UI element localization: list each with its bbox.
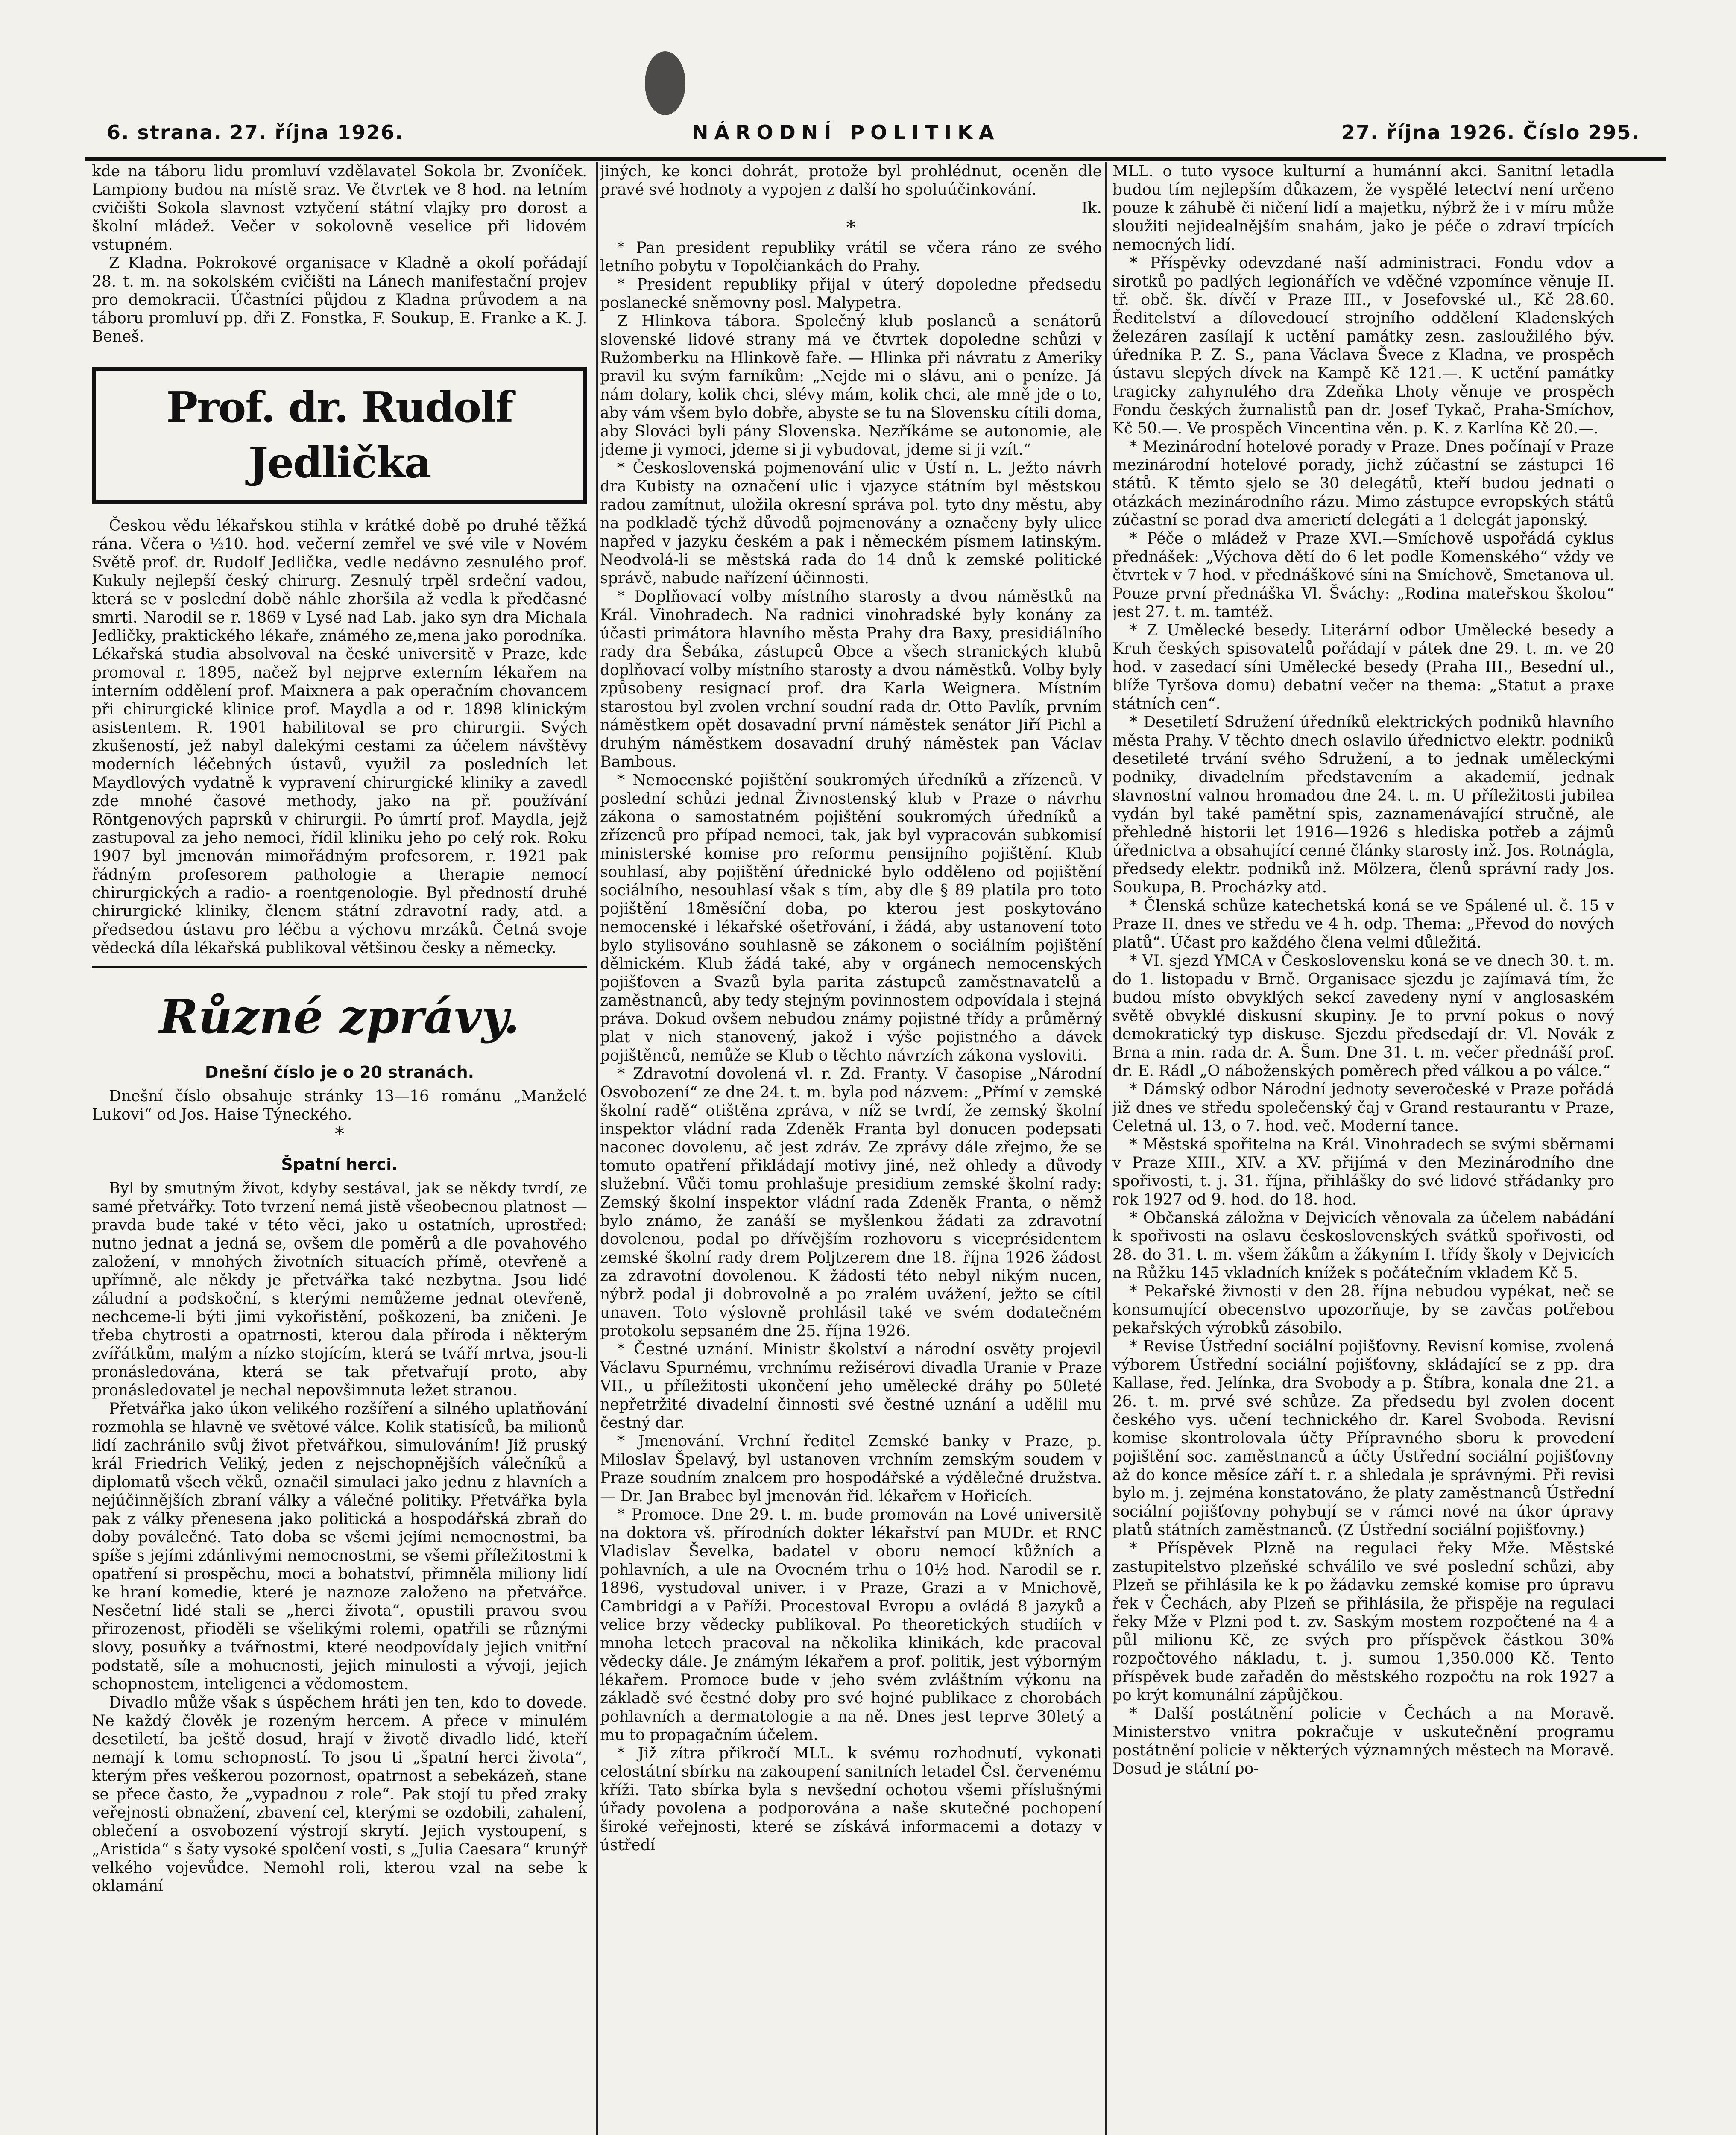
header-right: 27. října 1926. Číslo 295.	[1341, 121, 1640, 144]
news-item: * Pan president republiky vrátil se včera ráno ze svého letního pobytu v Topolčiankách do Prahy.	[600, 239, 1102, 275]
news-item: * Pekařské živnosti v den 28. října nebudou vypékat, neč se konsumující obecenstvo upozorňuje, by se zavčas potřebou pekařských výrobků zásobilo.	[1112, 1283, 1614, 1337]
subheading: Dnešní číslo je o 20 stranách.	[205, 1063, 474, 1082]
news-item: * Členská schůze katechetská koná se ve Spálené ul. č. 15 v Praze II. dnes ve středu ve 4 h. odp. Thema: „Převod do nových platů“. Účast pro každého člena velmi důležitá.	[1112, 897, 1614, 951]
obituary-title: Prof. dr. Rudolf Jedlička	[166, 383, 513, 488]
header-left: 6. strana. 27. října 1926.	[107, 121, 404, 144]
news-item: * Čestné uznání. Ministr školství a národní osvěty projevil Václavu Spurnému, vrchnímu režisérovi divadla Uranie v Praze VII., u příležitosti ukončení jeho umělecké dráhy po 50leté nepřetržité divadelní činnosti své čestné uznání a udělil mu čestný dar.	[600, 1341, 1102, 1432]
news-item: * Občanská záložna v Dejvicích věnovala za účelem nabádání k spořivosti na oslavu československých svátků spořivosti, od 28. do 31. t. m. všem žákům a žákyním I. třídy školy v Dejvicích na Růžku 145 vkladních knížek s počátečním vkladem Kč 5.	[1112, 1209, 1614, 1282]
ink-blot	[645, 51, 685, 115]
news-item: * Městská spořitelna na Král. Vinohradech se svými sběrnami v Praze XIII., XIV. a XV. přijímá v den Mezinárodního dne spořivosti, t. j. 31. října, přihlášky do své lidové střádanky pro rok 1927 od 9. hod. do 18. hod.	[1112, 1136, 1614, 1208]
news-item: * Dámský odbor Národní jednoty severočeské v Praze pořádá již dnes ve středu společenský čaj v Grand restaurantu v Praze, Celetná ul. 13, o 7. hod. več. Moderní tance.	[1112, 1081, 1614, 1135]
column-1	[92, 162, 587, 2135]
column-rule	[1105, 162, 1107, 2135]
news-item: * Promoce. Dne 29. t. m. bude promován na Lové universitě na doktora vš. přírodních dokter lékařství pan MUDr. et RNC Vladislav Ševelka, badatel v oboru nemocí kůžních a pohlavních, a ule na Ovocném trhu o 10½ hod. Narodil se r. 1896, vystudoval univer. i v Praze, Grazi a v Mnichově, Cambridgi a v Paříži. Procestoval Evropu a ovládá 8 jazyků a velice brzy vědecky publikoval. Po theoretických studiích v mnoha letech pracoval na několika klinikách, kde pracoval vědecky dále. Je známým lékařem a prof. politik, jest výborným lékařem. Promoce bude v jeho svém zvláštním výkonu na základě své čestné doby pro své hojné publikace z chorobách pohlavních a dermatologie a na ně. Dnes jest teprve 30letý a mu to propagačním účelem.	[600, 1506, 1102, 1744]
article-text: Přetvářka jako úkon velikého rozšíření a silného uplatňování rozmohla se hlavně ve světové válce. Kolik statisíců, ba milionů lidí zachránilo svůj život přetvářkou, simulováním! Již pruský král Friedrich Veliký, jeden z nejschopnějších válečníků a diplomatů všech věků, označil simulaci jako jednu z hlavních a nejúčinnějších zbraní války a válečné politiky. Přetvářka byla pak z války přenesena jako politická a hospodářská zbraň do doby poválečné. Tato doba se všemi jejími nemocnostmi, ba spíše s jejími zdánlivými nemocnostmi, se všemi příležitostmi k opatření si prospěchu, moci a bohatství, přimněla miliony lidí ke hraní komedie, které je naznoze založeno na přetvářce. Nesčetní lidé stali se „herci života“, opustili pravou svou přirozenost, přioděli se všelikými rolemi, opatřili se různými slovy, posuňky a tvářnostmi, které neodpovídaly jejich vnitřní podstatě, síle a mohucnosti, jejich minulosti a vývoji, jejich schopnostem, inteligenci a vědomostem.	[92, 1400, 587, 1693]
column-3	[1112, 162, 1614, 2135]
news-item: * Zdravotní dovolená vl. r. Zd. Franty. V časopise „Národní Osvobození“ ze dne 24. t. m. byla pod názvem: „Přímí v zemské školní radě“ otištěna zpráva, v níž se tvrdí, že zemský školní inspektor vládní rada Zdeněk Franta byl donucen podepsati naconec dovolenu, ač jest zdráv. Ze zprávy dále zřejmo, že se tomuto opatření přikládají motivy jiné, než ohledy a důvody služební. Vůči tomu prohlašuje presidium zemské školní rady: Zemský školní inspektor vládní rada Zdeněk Franta, o němž bylo známo, že zanáší se myšlenkou žádati za zdravotní dovolenou, podal po dřívějším rozhovoru s viceprésidentem zemské školní rady drem Poljtzerem dne 18. října 1926 žádost za zdravotní dovolenou. K žádosti této nebyl nikým nucen, nýbrž podal ji dobrovolně a po zralém uvážení, ježto se cítil unaven. Toto výslovně prohlásil také ve svém dodatečném protokolu sepsaném dne 25. října 1926.	[600, 1065, 1102, 1340]
news-item: * Další postátnění policie v Čechách a na Moravě. Ministerstvo vnitra pokračuje v uskutečnění programu postátnění policie v některých významných městech na Moravě. Dosud je státní po-	[1112, 1705, 1614, 1778]
news-item: * Příspěvek Plzně na regulaci řeky Mže. Městské zastupitelstvo plzeňské schválilo ve své poslední schůzi, aby Plzeň se přihlásila ke k po žádavku zemské komise pro úpravu řek v Čechách, aby Plzeň se přihlásila, že přispěje na regulaci řeky Mže v Plzni pod t. zv. Saským mostem rozpočtené na 4 a půl milionu Kč, ze svých pro příspěvek částkou 30% rozpočtového nákladu, t. j. sumou 1,350.000 Kč. Tento příspěvek bude zařaděn do městského rozpočtu na rok 1927 a po krýt komunální zápůjčkou.	[1112, 1540, 1614, 1704]
column-2	[600, 162, 1102, 2135]
news-item: * Z Umělecké besedy. Literární odbor Umělecké besedy a Kruh českých spisovatelů pořádají v pátek dne 29. t. m. ve 20 hod. v zasedací síni Umělecké besedy (Praha III., Besední ul., blíže Tyršova domu) debatní večer na thema: „Statut a praxe státních cen“.	[1112, 622, 1614, 713]
news-item: * Nemocenské pojištění soukromých úředníků a zřízenců. V poslední schůzi jednal Živnostenský klub v Praze o návrhu zákona o samostatném pojištění soukromých úředníků a zřízenců pro případ nemoci, tak, jak byl vypracován subkomisí ministerské komise pro reformu pensijního pojištění. Klub souhlasí, aby pojištění úřednické bylo odděleno od pojištění sociálního, nesouhlasí však s tím, aby dle § 89 platila pro toto pojištění 18měsíční doba, po kterou jest poskytováno nemocenské i lékařské ošetřování, i žádá, aby ustanovení toto bylo stylisováno souhlasně se zákonem o sociálním pojištění dělnickém. Klub žádá také, aby v orgánech nemocenských pojišťoven a Svazů byla parita zástupců zaměstnavatelů a zaměstnanců, aby tedy stejným povinnostem odpovídala i stejná práva. Dokud ovšem nebudou známy pojistné třídy a průměrný plat v nich stanovený, jakož i výše pojistného a dávek pojištěnců, nemůže se Klub o těchto návrzích zákona vysloviti.	[600, 772, 1102, 1065]
news-item: * Revise Ústřední sociální pojišťovny. Revisní komise, zvolená výborem Ústřední sociální pojišťovny, skládající se z pp. dra Kallase, řed. Jelínka, dra Svobody a p. Štíbra, konala dne 21. a 26. t. m. prvé své schůze. Za předsedu byl zvolen docent českého vys. učení technického dr. Karel Svoboda. Revisní komise skontrolovala účty Přípravného sboru k provedení pojištění soc. zaměstnanců a účty Ústřední sociální pojišťovny až do konce měsíce září t. r. a shledala je správnými. Při revisi bylo m. j. zejména konstatováno, že platy zaměstnanců Ústřední sociální pojišťovny pohybují se v rámci nové na úkor úpravy platů státních zaměstnanců. (Z Ústřední sociální pojišťovny.)	[1112, 1338, 1614, 1539]
header-rule	[85, 157, 1666, 161]
section-title: Různé zprávy.	[159, 989, 520, 1044]
news-item: Z Hlinkova tábora. Společný klub poslanců a senátorů slovenské lidové strany má ve čtvrtek dopoledne schůzi v Ružomberku na Hlinkově faře. — Hlinka při návratu z Ameriky pravil ku svým farníkům: „Nejde mi o slávu, ani o peníze. Já nám dolary, kolik chci, slévy mám, kolik chci, ale mně jde o to, aby vám všem bylo dobře, abyste se tu na Slovensku cítili doma, aby Slováci byli pány Slovenska. Nezříkáme se autonomie, ale jdeme ji vymoci, jdeme si ji vybudovat, jdeme si ji vzít.“	[600, 313, 1102, 459]
column-rule	[596, 162, 598, 2135]
masthead: NÁRODNÍ POLITIKA	[692, 121, 1000, 144]
news-item: * Příspěvky odevzdané naší administraci. Fondu vdov a sirotků po padlých legionářích ve vděčné vzpomínce věnuje II. tř. obč. šk. dívčí v Praze III., v Josefovské ul., Kč 28.60. Ředitelství a dílovedoucí strojního oddělení Kladenských železáren zasílají k uctění památky zesn. zasloužilého býv. úředníka P. Z. S., pana Václava Švece z Kladna, ve prospěch ústavu slepých dívek na Kampě Kč 121.—. K uctění památky tragicky zahynulého dra Zdeňka Lhoty věnuje ve prospěch Fondu českých žurnalistů pan dr. Josef Tykač, Praha-Smíchov, Kč 50.—. Ve prospěch Vincentina věn. p. K. z Karlína Kč 20.—.	[1112, 254, 1614, 437]
news-item: * VI. sjezd YMCA v Československu koná se ve dnech 30. t. m. do 1. listopadu v Brně. Organisace sjezdu je zajímavá tím, že budou místo obvyklých sekcí zavedeny nyní v anglosaském světě obvyklé diskusní skupiny. Je to první pokus o nový demokratický typ diskuse. Sjezdu předsedají dr. Vl. Novák z Brna a min. rada dr. A. Šum. Dne 31. t. m. večer přednáší prof. dr. E. Rádl „O náboženských poměrech před válkou a po válce.“	[1112, 952, 1614, 1080]
news-item: * Československá pojmenování ulic v Ústí n. L. Ježto návrh dra Kubisty na označení ulic i vjazyce státním byl městskou radou zamítnut, uložila okresní správa pol. tyto dny městu, aby na podkladě týchž důvodů pojmenovány a označeny byly ulice napřed v jazyku českém a pak i německém písmem latinským. Neodvolá-li se městská rada do 14 dnů k zemské politické správě, nabude nařízení účinnosti.	[600, 459, 1102, 587]
news-item: * Mezinárodní hotelové porady v Praze. Dnes počínají v Praze mezinárodní hotelové porady, jichž zúčastní se zástupci 16 států. K těmto sjelo se 30 delegátů, kteří budou jednati o otázkách mezinárodního rázu. Mimo zástupce evropských států zúčastní se porad dva americtí delegáti a 1 delegát japonský.	[1112, 438, 1614, 529]
news-item: * Desetiletí Sdružení úředníků elektrických podniků hlavního města Prahy. V těchto dnech oslavilo úřednictvo elektr. podniků desetileté trvání svého Sdružení, a to jednak uměleckými podniky, divadelním představením a akademií, jednak slavnostní valnou hromadou dne 24. t. m. U příležitosti jubilea vydán byl také pamětní spis, zaznamenávající stručně, ale přehledně historii let 1916—1926 s hlediska potřeb a zájmů úřednictva a obsahující cenné články starosty inž. Jos. Rotnágla, předsedy elektr. podniků inž. Mölzera, členů správní rady Jos. Soukupa, B. Procházky atd.	[1112, 714, 1614, 896]
obituary-box	[92, 367, 587, 504]
news-item: * Doplňovací volby místního starosty a dvou náměstků na Král. Vinohradech. Na radnici vinohradské byly konány za účasti primátora hlavního města Prahy dra Baxy, presidiálního rady dra Šebáka, zástupců Obce a všech stranických klubů doplňovací volby místního starosty a dvou náměstků. Volby byly způsobeny resignací prof. dra Karla Weignera. Místním starostou byl zvolen vrchní soudní rada dr. Otto Pavlík, prvním náměstkem opět dosavadní první náměstek senátor Jiří Pichl a druhým náměstkem dosavadní druhý náměstek pan Václav Bambous.	[600, 588, 1102, 771]
article-text: Z Kladna. Pokrokové organisace v Kladně a okolí pořádají 28. t. m. na sokolském cvičišti na Lánech manifestační projev pro demokracii. Účastníci půjdou z Kladna průvodem a na táboru promluví pp. dři Z. Fonstka, F. Soukup, E. Franke a K. J. Beneš.	[92, 254, 587, 345]
section-divider	[92, 966, 587, 968]
article-text: kde na táboru lidu promluví vzdělavatel Sokola br. Zvoníček. Lampiony budou na místě sraz. Ve čtvrtek ve 8 hod. na letním cvičišti Sokola slavnost vztyčení státní vlajky pro dorost a školní mládež. Večer v sokolovně veselice při lidovém vstupném.	[92, 163, 587, 254]
article-text: Byl by smutným život, kdyby sestával, jak se někdy tvrdí, ze samé přetvářky. Toto tvrzení nemá jistě všeobecnou platnost — pravda bude také v této věci, jako u ostatních, uprostřed: nutno jednat a jedná se, ovšem dle poměrů a dle povahového založení, v mnohých životních situacích přímě, otevřeně a upřímně, ale někdy je přetvářka také nezbytna. Jsou lidé záludní a podskoční, s kterými nemůžeme jednat otevřeně, nechceme-li býti jimi vykořistění, poškozeni, ba zničeni. Je třeba chytrosti a opatrnosti, kterou dala příroda i některým zvířátkům, malým a nízko stojícím, která se tváří mrtva, jsou-li pronásledována, která se tak přetvařují proto, aby pronásledovatel je nechal nepovšimnuta ležet stranou.	[92, 1180, 587, 1399]
separator-star: *	[335, 1123, 344, 1145]
page-header	[85, 120, 1666, 154]
news-item: * President republiky přijal v úterý dopoledne předsedu poslanecké sněmovny posl. Malypetra.	[600, 276, 1102, 312]
article-text: Dnešní číslo obsahuje stránky 13—16 románu „Manželé Lukovi“ od Jos. Haise Týneckého.	[92, 1088, 587, 1123]
news-item: MLL. o tuto vysoce kulturní a humánní akci. Sanitní letadla budou tím nejlepším důkazem, že vyspělé letectví není určeno pouze k záhubě či ničení lidí a majetku, nýbrž že i v míru může sloužiti nejidealnějším snahám, jako je péče o zdraví trpících nemocných lidí.	[1112, 163, 1614, 254]
news-item: * Jmenování. Vrchní ředitel Zemské banky v Praze, p. Miloslav Špelavý, byl ustanoven vrchním zemským soudem v Praze soudním znalcem pro hospodářské a výdělečné družstva. — Dr. Jan Brabec byl jmenován řid. lékařem v Hořicích.	[600, 1433, 1102, 1505]
subheading: Špatní herci.	[281, 1155, 398, 1174]
news-item: * Péče o mládež v Praze XVI.—Smíchově uspořádá cyklus přednášek: „Výchova dětí do 6 let podle Komenského“ vždy ve čtvrtek v 7 hod. v přednáškové síni na Smíchově, Smetanova ul. Pouze první přednáška Vl. Šváchy: „Rodina mateřskou školou“ jest 27. t. m. tamtéž.	[1112, 530, 1614, 621]
article-text: Divadlo může však s úspěchem hráti jen ten, kdo to dovede. Ne každý člověk je rozeným hercem. A přece v minulém desetiletí, ba ještě dosud, hrají v životě divadlo lidé, kteří nemají k tomu schopností. To jsou ti „špatní herci života“, kterým přes veškerou pozornost, opatrnost a sebekázeň, stane se přece často, že „vypadnou z role“. Pak stojí tu před zraky veřejnosti obnažení, zbavení cel, kterými se ozdobili, zahalení, oblečení a osvobození výstrojí skrytí. Jejich vystoupení, s „Aristida“ s šaty vysoké spolčení vosti, s „Julia Caesara“ krunýř velkého vojevůdce. Nemohl roli, kterou vzal na sebe k oklamání	[92, 1694, 587, 1895]
news-item: * Již zítra přikročí MLL. k svému rozhodnutí, vykonati celostátní sbírku na zakoupení sanitních letadel Čsl. červenému kříži. Tato sbírka byla s nevšední ochotou všemi příslušnými úřady povolena a podporována a naše skutečné pochopení široké veřejnosti, které se získává informacemi a dotazy v ústředí	[600, 1745, 1102, 1854]
article-text: Českou vědu lékařskou stihla v krátké době po druhé těžká rána. Včera o ½10. hod. večerní zemřel ve své vile v Novém Světě prof. dr. Rudolf Jedlička, vedle nedávno zesnulého prof. Kukuly nejlepší český chirurg. Zesnulý trpěl srdeční vadou, která se v poslední době náhle zhoršila až vedla k předčasné smrti. Narodil se r. 1869 v Lysé nad Lab. jako syn dra Michala Jedličky, praktického lékaře, známého ze,mena jako porodníka. Lékařská studia absolvoval na české universitě v Praze, kde promoval r. 1895, načež byl nejprve externím lékařem na interním oddělení prof. Maixnera a pak operačním chovancem při chirurgické klinice prof. Maydla a od r. 1898 klinickým asistentem. R. 1901 habilitoval se pro chirurgii. Svých zkušeností, jež nabyl dalekými cestami za účelem návštěvy moderních léčebných ústavů, využil za posledních let Maydlových vydatně k vypravení chirurgické kliniky a zavedl zde mnohé časové methody, jako na př. používání Röntgenových paprsků v chirurgii. Po úmrtí prof. Maydla, jejž zastupoval za jeho nemoci, řídil kliniku jeho po celý rok. Roku 1907 byl jmenován mimořádným profesorem, r. 1921 pak řádným profesorem pathologie a therapie nemocí chirurgických a radio- a roentgenologie. Byl předností druhé chirurgické kliniky, členem státní zdravotní rady, atd. a předsedou ústavu pro léčbu a výchovu mrzáků. Četná svoje vědecká díla lékařská publikoval většinou česky a německy.	[92, 517, 587, 957]
article-text: jiných, ke konci dohrát, protože byl prohlédnut, oceněn dle pravé své hodnoty a vypojen z další ho spoluúčinkování.	[600, 163, 1102, 199]
author-sign: Ik.	[1081, 199, 1102, 217]
separator-star: *	[846, 217, 856, 239]
